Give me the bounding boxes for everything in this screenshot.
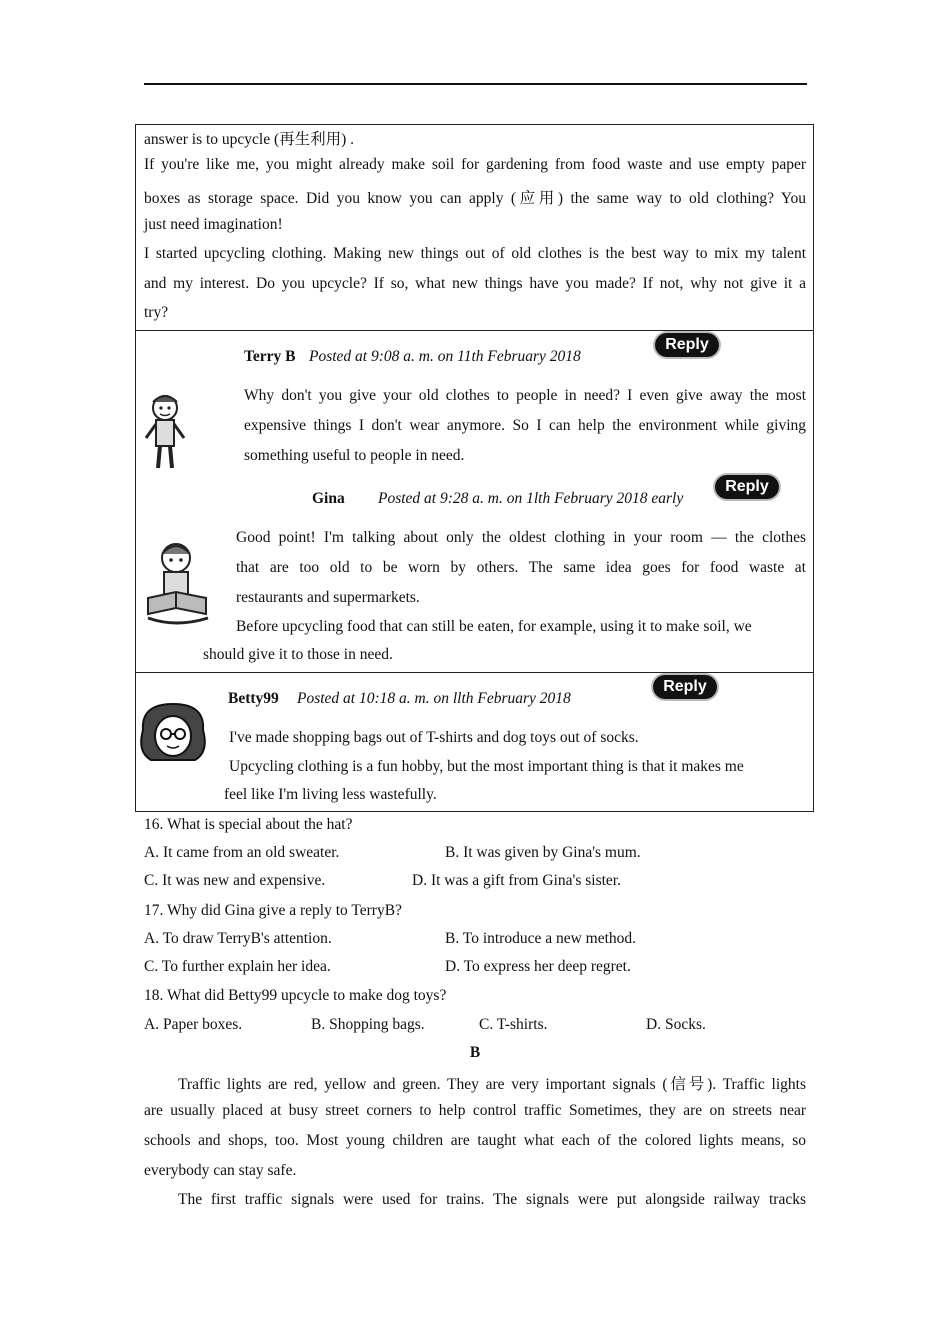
post-timestamp: Posted at 10:18 a. m. on llth February 2018 bbox=[297, 690, 571, 707]
option-b: B. It was given by Gina's mum. bbox=[445, 844, 641, 861]
post-timestamp: Posted at 9:28 a. m. on 1lth February 2018 early bbox=[378, 490, 684, 507]
post-line: Upcycling clothing is a fun hobby, but the most important thing is that it makes me bbox=[229, 758, 744, 775]
reply-button[interactable]: Reply bbox=[655, 333, 719, 357]
divider-betty bbox=[135, 672, 814, 673]
post-line: restaurants and supermarkets. bbox=[236, 589, 420, 606]
header-rule bbox=[144, 83, 807, 85]
option-a: A. It came from an old sweater. bbox=[144, 844, 340, 861]
post-author: Terry B bbox=[244, 348, 296, 365]
reply-button[interactable]: Reply bbox=[653, 675, 717, 699]
left-edge bbox=[135, 477, 136, 537]
option-c: C. T-shirts. bbox=[479, 1016, 548, 1033]
option-a: A. To draw TerryB's attention. bbox=[144, 930, 332, 947]
option-a: A. Paper boxes. bbox=[144, 1016, 243, 1033]
reply-button[interactable]: Reply bbox=[715, 475, 779, 499]
option-d: D. It was a gift from Gina's sister. bbox=[412, 872, 621, 889]
boy-avatar-icon bbox=[140, 390, 190, 474]
intro-line: try? bbox=[144, 304, 169, 321]
post-line: Before upcycling food that can still be eaten, for example, using it to make soil, we bbox=[236, 618, 752, 635]
paragraph-line: schools and shops, too. Most young children are taught what each of the colored lights means, so bbox=[144, 1132, 806, 1149]
post-line: expensive things I don't wear anymore. So I can help the environment while giving bbox=[244, 417, 806, 434]
question-stem: 18. What did Betty99 upcycle to make dog toys? bbox=[144, 987, 447, 1004]
paragraph-line: are usually placed at busy street corners to help control traffic Sometimes, they are on streets near bbox=[144, 1102, 806, 1119]
intro-line: just need imagination! bbox=[144, 216, 283, 233]
post-line: should give it to those in need. bbox=[203, 646, 393, 663]
option-d: D. Socks. bbox=[646, 1016, 706, 1033]
question-stem: 16. What is special about the hat? bbox=[144, 816, 353, 833]
option-c: C. It was new and expensive. bbox=[144, 872, 326, 889]
intro-line: answer is to upcycle (再生利用) . bbox=[144, 131, 355, 148]
option-b: B. Shopping bags. bbox=[311, 1016, 425, 1033]
question-stem: 17. Why did Gina give a reply to TerryB? bbox=[144, 902, 402, 919]
left-edge bbox=[135, 331, 136, 391]
section-heading: B bbox=[469, 1044, 481, 1061]
post-author: Betty99 bbox=[228, 690, 279, 707]
intro-line: and my interest. Do you upcycle? If so, what new things have you made? If not, why not give it a bbox=[144, 275, 806, 292]
paragraph-line: The first traffic signals were used for trains. The signals were put alongside railway tracks bbox=[178, 1191, 806, 1208]
paragraph-line: Traffic lights are red, yellow and green. They are very important signals (信号). Traffic lights bbox=[178, 1076, 806, 1093]
paragraph-line: everybody can stay safe. bbox=[144, 1162, 297, 1179]
option-b: B. To introduce a new method. bbox=[445, 930, 637, 947]
post-line: I've made shopping bags out of T-shirts and dog toys out of socks. bbox=[229, 729, 639, 746]
post-line: that are too old to be worn by others. The same idea goes for food waste at bbox=[236, 559, 806, 576]
intro-line: boxes as storage space. Did you know you can apply (应用) the same way to old clothing? You bbox=[144, 190, 806, 207]
intro-line: If you're like me, you might already make soil for gardening from food waste and use empty paper bbox=[144, 156, 806, 173]
post-line: Good point! I'm talking about only the oldest clothing in your room — the clothes bbox=[236, 529, 806, 546]
divider-terry bbox=[135, 330, 814, 331]
left-edge bbox=[135, 637, 136, 690]
post-line: something useful to people in need. bbox=[244, 447, 465, 464]
post-timestamp: Posted at 9:08 a. m. on 11th February 2018 bbox=[309, 348, 581, 365]
option-c: C. To further explain her idea. bbox=[144, 958, 331, 975]
option-d: D. To express her deep regret. bbox=[445, 958, 631, 975]
left-edge bbox=[135, 775, 136, 812]
intro-line: I started upcycling clothing. Making new things out of old clothes is the best way to mix my talent bbox=[144, 245, 806, 262]
post-author: Gina bbox=[312, 490, 345, 507]
post-line: feel like I'm living less wastefully. bbox=[224, 786, 437, 803]
girl-reading-avatar-icon bbox=[140, 536, 216, 628]
girl-glasses-avatar-icon bbox=[137, 700, 209, 768]
post-line: Why don't you give your old clothes to people in need? I even give away the most bbox=[244, 387, 806, 404]
